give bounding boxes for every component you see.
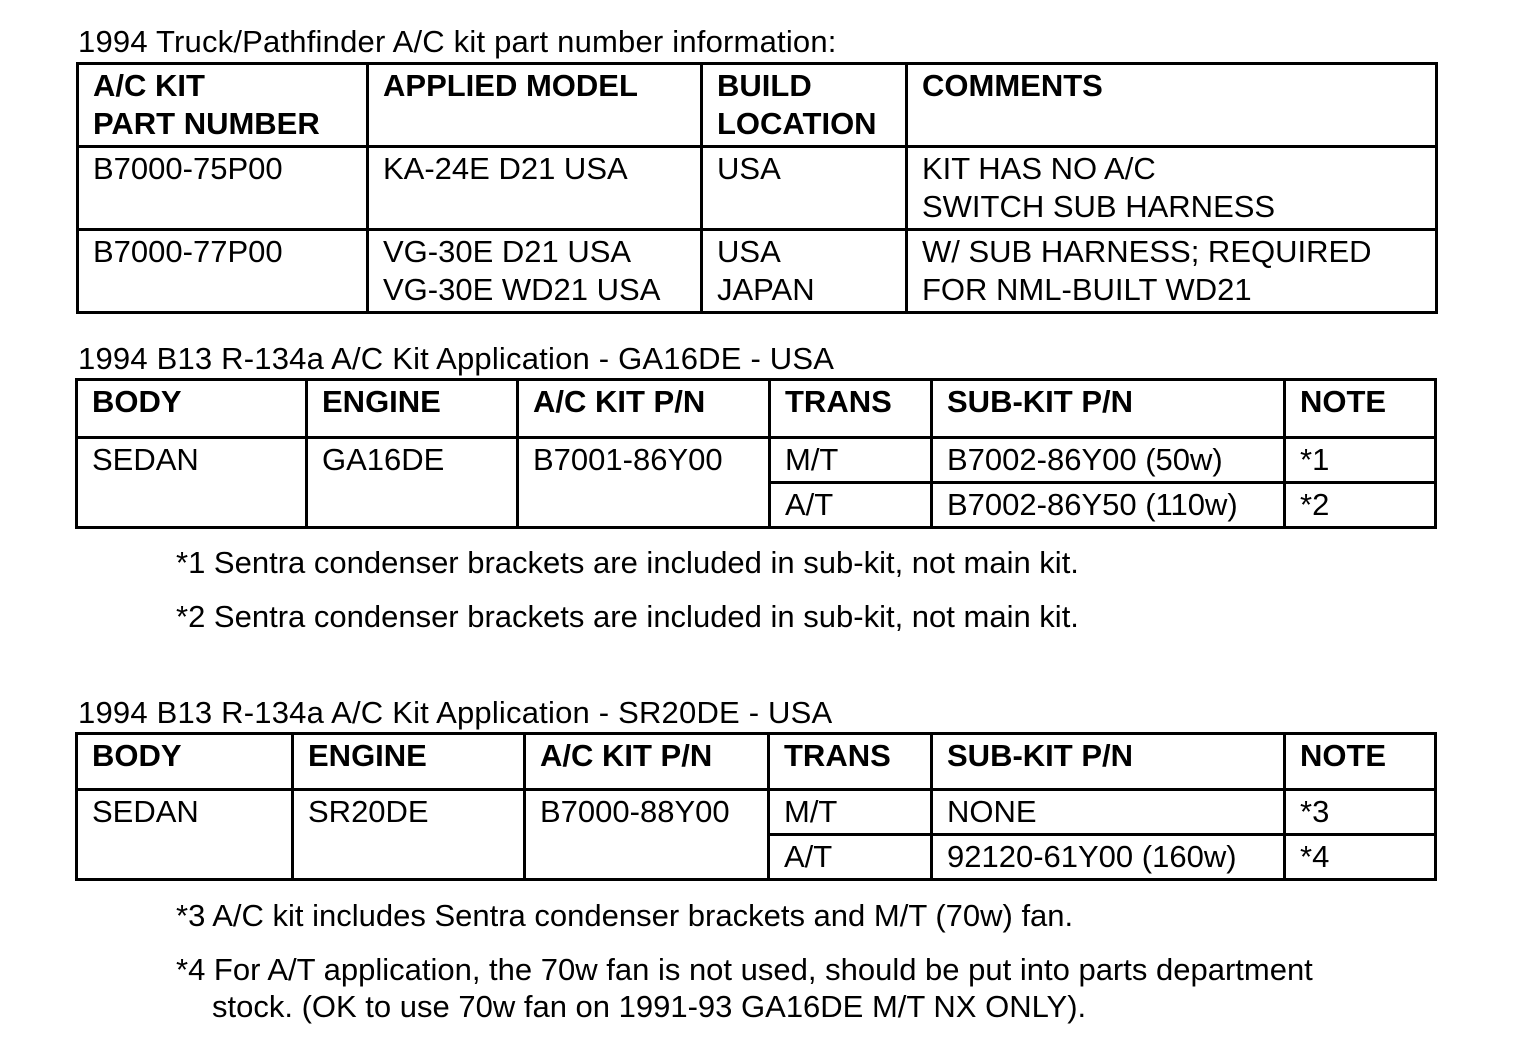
footnote-1: *1 Sentra condenser brackets are included in sub-kit, not main kit. bbox=[176, 545, 1079, 580]
trans-cell: A/T bbox=[769, 835, 932, 880]
header-engine: ENGINE bbox=[307, 380, 518, 438]
header-kit-pn: A/C KIT P/N bbox=[525, 734, 769, 790]
header-body: BODY bbox=[77, 734, 293, 790]
applied-model-cell: KA-24E D21 USA bbox=[368, 147, 702, 230]
table-header-row bbox=[78, 64, 1437, 147]
footnote-4-continued: stock. (OK to use 70w fan on 1991-93 GA16DE M/T NX ONLY). bbox=[212, 989, 1087, 1024]
subkit-cell: NONE bbox=[932, 790, 1285, 835]
table1-caption: 1994 Truck/Pathfinder A/C kit part number information: bbox=[78, 24, 837, 59]
header-trans: TRANS bbox=[770, 380, 932, 438]
part-number-cell: B7000-75P00 bbox=[78, 147, 368, 230]
header-comments: COMMENTS bbox=[907, 64, 1437, 147]
note-cell: *2 bbox=[1285, 483, 1436, 528]
table-row bbox=[77, 438, 1436, 483]
comments-cell: KIT HAS NO A/C SWITCH SUB HARNESS bbox=[907, 147, 1437, 230]
header-build-location: BUILD LOCATION bbox=[702, 64, 907, 147]
header-note: NOTE bbox=[1285, 734, 1436, 790]
table-header-row bbox=[77, 380, 1436, 438]
header-trans: TRANS bbox=[769, 734, 932, 790]
applied-model-cell: VG-30E D21 USA VG-30E WD21 USA bbox=[368, 230, 702, 313]
sr20de-kit-table bbox=[75, 732, 1437, 881]
kit-pn-cell: B7000-88Y00 bbox=[525, 790, 769, 880]
kit-pn-cell: B7001-86Y00 bbox=[518, 438, 770, 528]
note-cell: *4 bbox=[1285, 835, 1436, 880]
trans-cell: M/T bbox=[769, 790, 932, 835]
part-number-cell: B7000-77P00 bbox=[78, 230, 368, 313]
footnote-3: *3 A/C kit includes Sentra condenser brackets and M/T (70w) fan. bbox=[176, 898, 1074, 933]
header-kit-pn: A/C KIT P/N bbox=[518, 380, 770, 438]
engine-cell: GA16DE bbox=[307, 438, 518, 528]
engine-cell: SR20DE bbox=[293, 790, 525, 880]
subkit-cell: 92120-61Y00 (160w) bbox=[932, 835, 1285, 880]
footnote-2: *2 Sentra condenser brackets are included in sub-kit, not main kit. bbox=[176, 599, 1079, 634]
subkit-cell: B7002-86Y00 (50w) bbox=[932, 438, 1285, 483]
table2-caption: 1994 B13 R-134a A/C Kit Application - GA16DE - USA bbox=[78, 341, 835, 376]
table-header-row bbox=[77, 734, 1436, 790]
table-row bbox=[78, 230, 1437, 313]
note-cell: *1 bbox=[1285, 438, 1436, 483]
trans-cell: M/T bbox=[770, 438, 932, 483]
footnote-4: *4 For A/T application, the 70w fan is not used, should be put into parts department bbox=[176, 952, 1313, 987]
header-note: NOTE bbox=[1285, 380, 1436, 438]
header-subkit-pn: SUB-KIT P/N bbox=[932, 380, 1285, 438]
subkit-cell: B7002-86Y50 (110w) bbox=[932, 483, 1285, 528]
build-location-cell: USA bbox=[702, 147, 907, 230]
note-cell: *3 bbox=[1285, 790, 1436, 835]
table-row bbox=[77, 790, 1436, 835]
header-kit-part-number: A/C KIT PART NUMBER bbox=[78, 64, 368, 147]
ga16de-kit-table bbox=[75, 378, 1437, 529]
header-engine: ENGINE bbox=[293, 734, 525, 790]
build-location-cell: USA JAPAN bbox=[702, 230, 907, 313]
comments-cell: W/ SUB HARNESS; REQUIRED FOR NML-BUILT WD21 bbox=[907, 230, 1437, 313]
header-body: BODY bbox=[77, 380, 307, 438]
header-subkit-pn: SUB-KIT P/N bbox=[932, 734, 1285, 790]
body-cell: SEDAN bbox=[77, 790, 293, 880]
body-cell: SEDAN bbox=[77, 438, 307, 528]
header-applied-model: APPLIED MODEL bbox=[368, 64, 702, 147]
trans-cell: A/T bbox=[770, 483, 932, 528]
truck-pathfinder-kit-table bbox=[76, 62, 1438, 314]
table-row bbox=[78, 147, 1437, 230]
table3-caption: 1994 B13 R-134a A/C Kit Application - SR20DE - USA bbox=[78, 695, 833, 730]
